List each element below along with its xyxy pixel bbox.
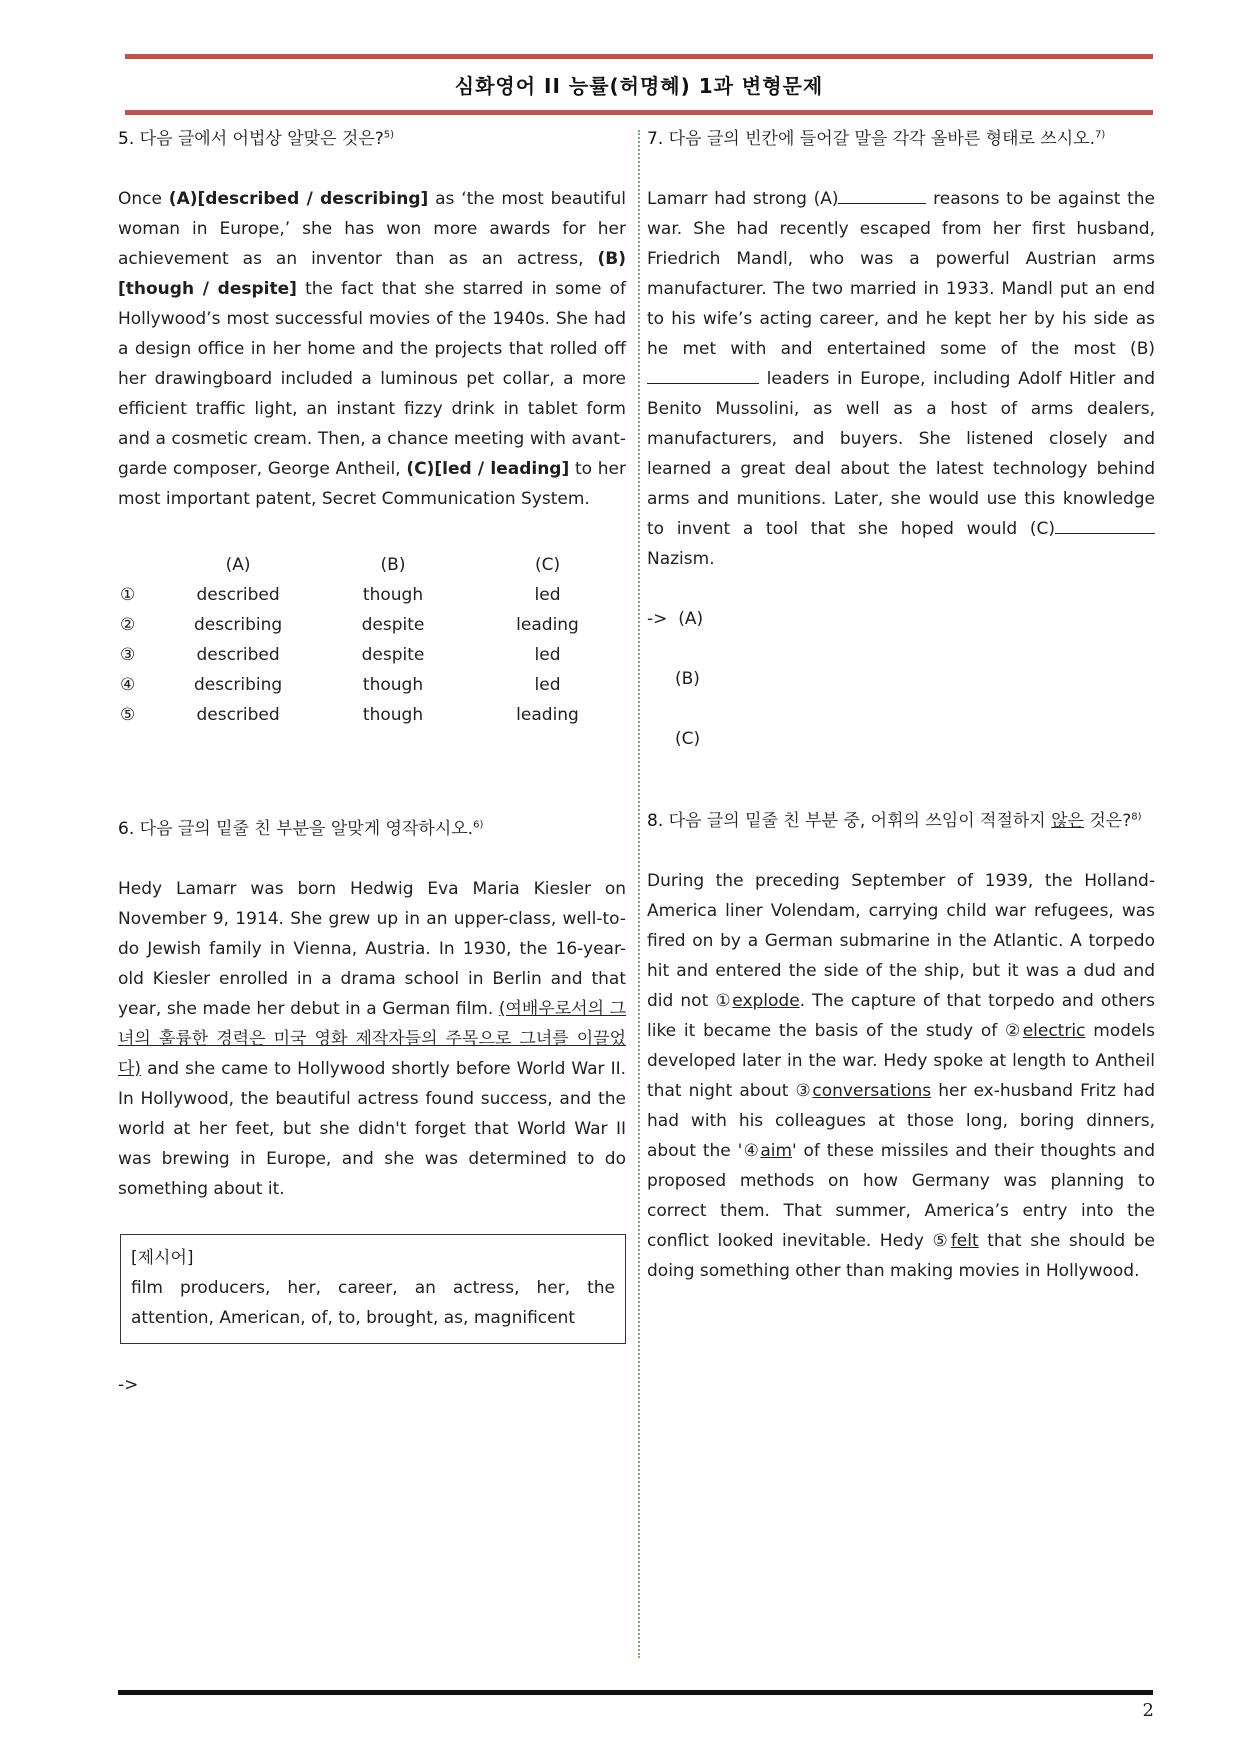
question-text: 것은? (1083, 811, 1132, 831)
passage-text: that she should be doing something other than making movies in Hollywood. (647, 1231, 1155, 1281)
underlined-korean-phrase: (여배우로서의 그녀의 훌륭한 경력은 미국 영화 제작자들의 주목으로 그녀를 이끌었다) (118, 999, 626, 1079)
footnote-ref: 8) (1131, 811, 1142, 823)
question-5 (118, 124, 626, 730)
answer-line-b[interactable] (647, 664, 1155, 694)
choice-c-label: (C) (406, 459, 435, 479)
question-text: 다음 글의 밑줄 친 부분 중, 어휘의 쓰임이 적절하지 (668, 811, 1052, 831)
option-b: though (362, 585, 424, 605)
passage-text: the fact that she starred in some of Hollywood’s most successful movies of the 1940s. She had a design office in her home and the projects that rolled off her drawingboard included a luminous pet collar, a more efficient traffic light, an instant fizzy drink in tablet form and a cosmetic cream. Then, a chance meeting with avant-garde composer, George Antheil, (118, 279, 626, 479)
question-8-passage (647, 866, 1155, 1286)
question-number: 6. (118, 819, 135, 839)
passage-text: Lamarr had strong (A) (647, 189, 839, 209)
option-number: ④ (120, 675, 136, 695)
column-header-c: (C) (534, 555, 561, 575)
option-row-4[interactable] (120, 670, 626, 700)
option-c: led (534, 645, 561, 665)
option-number: ⑤ (120, 705, 136, 725)
answer-area (647, 604, 1155, 754)
choice-b: [though / despite] (118, 279, 297, 299)
footer-rule (118, 1690, 1153, 1695)
footnote-ref: 6) (473, 819, 484, 831)
blank-c[interactable] (1055, 515, 1155, 534)
underlined-word-2: electric (1022, 1021, 1086, 1041)
hint-word-box (120, 1234, 626, 1344)
header-top-rule (125, 54, 1153, 59)
footnote-ref: 5) (383, 129, 395, 141)
question-text-underlined: 않은 (1051, 811, 1084, 831)
question-5-prompt (118, 124, 626, 154)
question-number: 8. (647, 811, 664, 831)
choice-c: [led / leading] (434, 459, 570, 479)
passage-text: ' of these missiles and their thoughts and proposed methods on how Germany was planning to correct them. That summer, America’s entry into the conflict looked inevitable. Hedy (647, 1141, 1155, 1251)
blank-a[interactable] (838, 185, 926, 204)
passage-text: Hedy Lamarr was born Hedwig Eva Maria Kiesler on November 9, 1914. She grew up in an upper-class, well-to-do Jewish family in Vienna, Austria. In 1930, the 16-year-old Kiesler enrolled in a drama school in Berlin and that year, she made her debut in a German film. (118, 879, 626, 1019)
column-divider (638, 130, 640, 1658)
question-8-prompt (647, 806, 1155, 836)
option-b: though (362, 705, 424, 725)
passage-text: reasons to be against the war. She had recently escaped from her first husband, Friedrich Mandl, who was a powerful Austrian arms manufacturer. The two married in 1933. Mandl put an end to his wife’s acting career, and he kept her by his side as he met with and entertained some of the most (B) (647, 189, 1155, 359)
passage-text: as ‘the most beautiful woman in Europe,’ she has won more awards for her achievement as an inventor than as an actress, (118, 189, 626, 269)
marker-4: ④ (742, 1141, 761, 1161)
answer-label-c: (C) (675, 729, 701, 749)
hint-words: film producers, her, career, an actress, her, the attention, American, of, to, brought, as, magnificent (131, 1278, 615, 1328)
question-6 (118, 814, 626, 1400)
option-c: led (534, 585, 561, 605)
option-a: describing (193, 675, 283, 695)
underlined-word-3: conversations (812, 1081, 932, 1101)
question-8 (647, 806, 1155, 1286)
question-6-passage (118, 874, 626, 1204)
choice-b-label: (B) (597, 249, 626, 269)
underlined-word-5: felt (950, 1231, 979, 1251)
column-header-b: (B) (380, 555, 406, 575)
answer-arrow[interactable]: -> (118, 1375, 139, 1395)
option-row-3[interactable] (120, 640, 626, 670)
passage-text: her ex-husband Fritz had had with his colleagues at those long, boring dinners, about the ' (647, 1081, 1155, 1161)
answer-line-a[interactable] (647, 604, 1155, 634)
underlined-word-4: aim (760, 1141, 793, 1161)
answer-options-table (120, 550, 626, 730)
passage-text: models developed later in the war. Hedy spoke at length to Antheil that night about (647, 1021, 1155, 1101)
option-b: though (362, 675, 424, 695)
option-b: despite (361, 645, 425, 665)
passage-text: Nazism. (647, 549, 715, 569)
header-bottom-rule (125, 110, 1153, 115)
passage-text: During the preceding September of 1939, the Holland-America liner Volendam, carrying child war refugees, was fired on by a German submarine in the Atlantic. A torpedo hit and entered the side of the ship, but it was a dud and did not (647, 871, 1155, 1011)
option-number: ② (120, 615, 136, 635)
option-row-1[interactable] (120, 580, 626, 610)
answer-label-b: (B) (675, 669, 700, 689)
footnote-ref: 7) (1094, 129, 1106, 141)
question-6-prompt (118, 814, 626, 844)
option-number: ③ (120, 645, 136, 665)
option-number: ① (120, 585, 136, 605)
option-c: leading (516, 705, 579, 725)
marker-2: ② (1005, 1021, 1023, 1041)
answer-label-a: (A) (678, 609, 704, 629)
question-text: 다음 글의 밑줄 친 부분을 알맞게 영작하시오. (139, 819, 474, 839)
option-b: despite (361, 615, 425, 635)
option-a: described (196, 585, 280, 605)
passage-text: . The capture of that torpedo and others like it became the basis of the study of (647, 991, 1155, 1041)
question-7 (647, 124, 1155, 754)
left-column (118, 124, 626, 1400)
blank-b[interactable] (647, 365, 759, 384)
option-a: described (196, 645, 280, 665)
answer-arrow: -> (647, 609, 668, 629)
marker-1: ① (715, 991, 733, 1011)
right-column (647, 124, 1155, 1286)
options-header-row (120, 550, 626, 580)
passage-text: and she came to Hollywood shortly before World War II. In Hollywood, the beautiful actress found success, and the world at her feet, but she didn't forget that World War II was brewing in Europe, and she was determined to do something about it. (118, 1059, 626, 1199)
passage-text: leaders in Europe, including Adolf Hitler and Benito Mussolini, as well as a host of arms dealers, manufacturers, and buyers. She listened closely and learned a great deal about the latest technology behind arms and munitions. Later, she would use this knowledge to invent a tool that she hoped would (C) (647, 369, 1155, 539)
choice-a-label: (A) (168, 189, 198, 209)
question-number: 7. (647, 129, 664, 149)
question-text: 다음 글의 빈칸에 들어갈 말을 각각 올바른 형태로 쓰시오. (668, 129, 1095, 149)
question-7-prompt (647, 124, 1155, 154)
marker-5: ⑤ (932, 1231, 951, 1251)
option-a: describing (193, 615, 283, 635)
question-5-passage (118, 184, 626, 514)
hint-title: [제시어] (131, 1248, 194, 1268)
option-c: led (534, 675, 561, 695)
option-a: described (196, 705, 280, 725)
choice-a: [described / describing] (197, 189, 429, 209)
option-row-2[interactable] (120, 610, 626, 640)
question-7-passage (647, 184, 1155, 574)
passage-text: to her most important patent, Secret Communication System. (118, 459, 626, 509)
page-number: 2 (1142, 1700, 1154, 1721)
passage-text: Once (118, 189, 169, 209)
option-c: leading (516, 615, 579, 635)
underlined-word-1: explode (732, 991, 800, 1011)
page-title: 심화영어 II 능률(허명혜) 1과 변형문제 (454, 74, 824, 98)
question-number: 5. (118, 129, 135, 149)
marker-3: ③ (795, 1081, 813, 1101)
question-text: 다음 글에서 어법상 알맞은 것은? (139, 129, 384, 149)
column-header-a: (A) (225, 555, 251, 575)
option-row-5[interactable] (120, 700, 626, 730)
answer-line-c[interactable] (647, 724, 1155, 754)
